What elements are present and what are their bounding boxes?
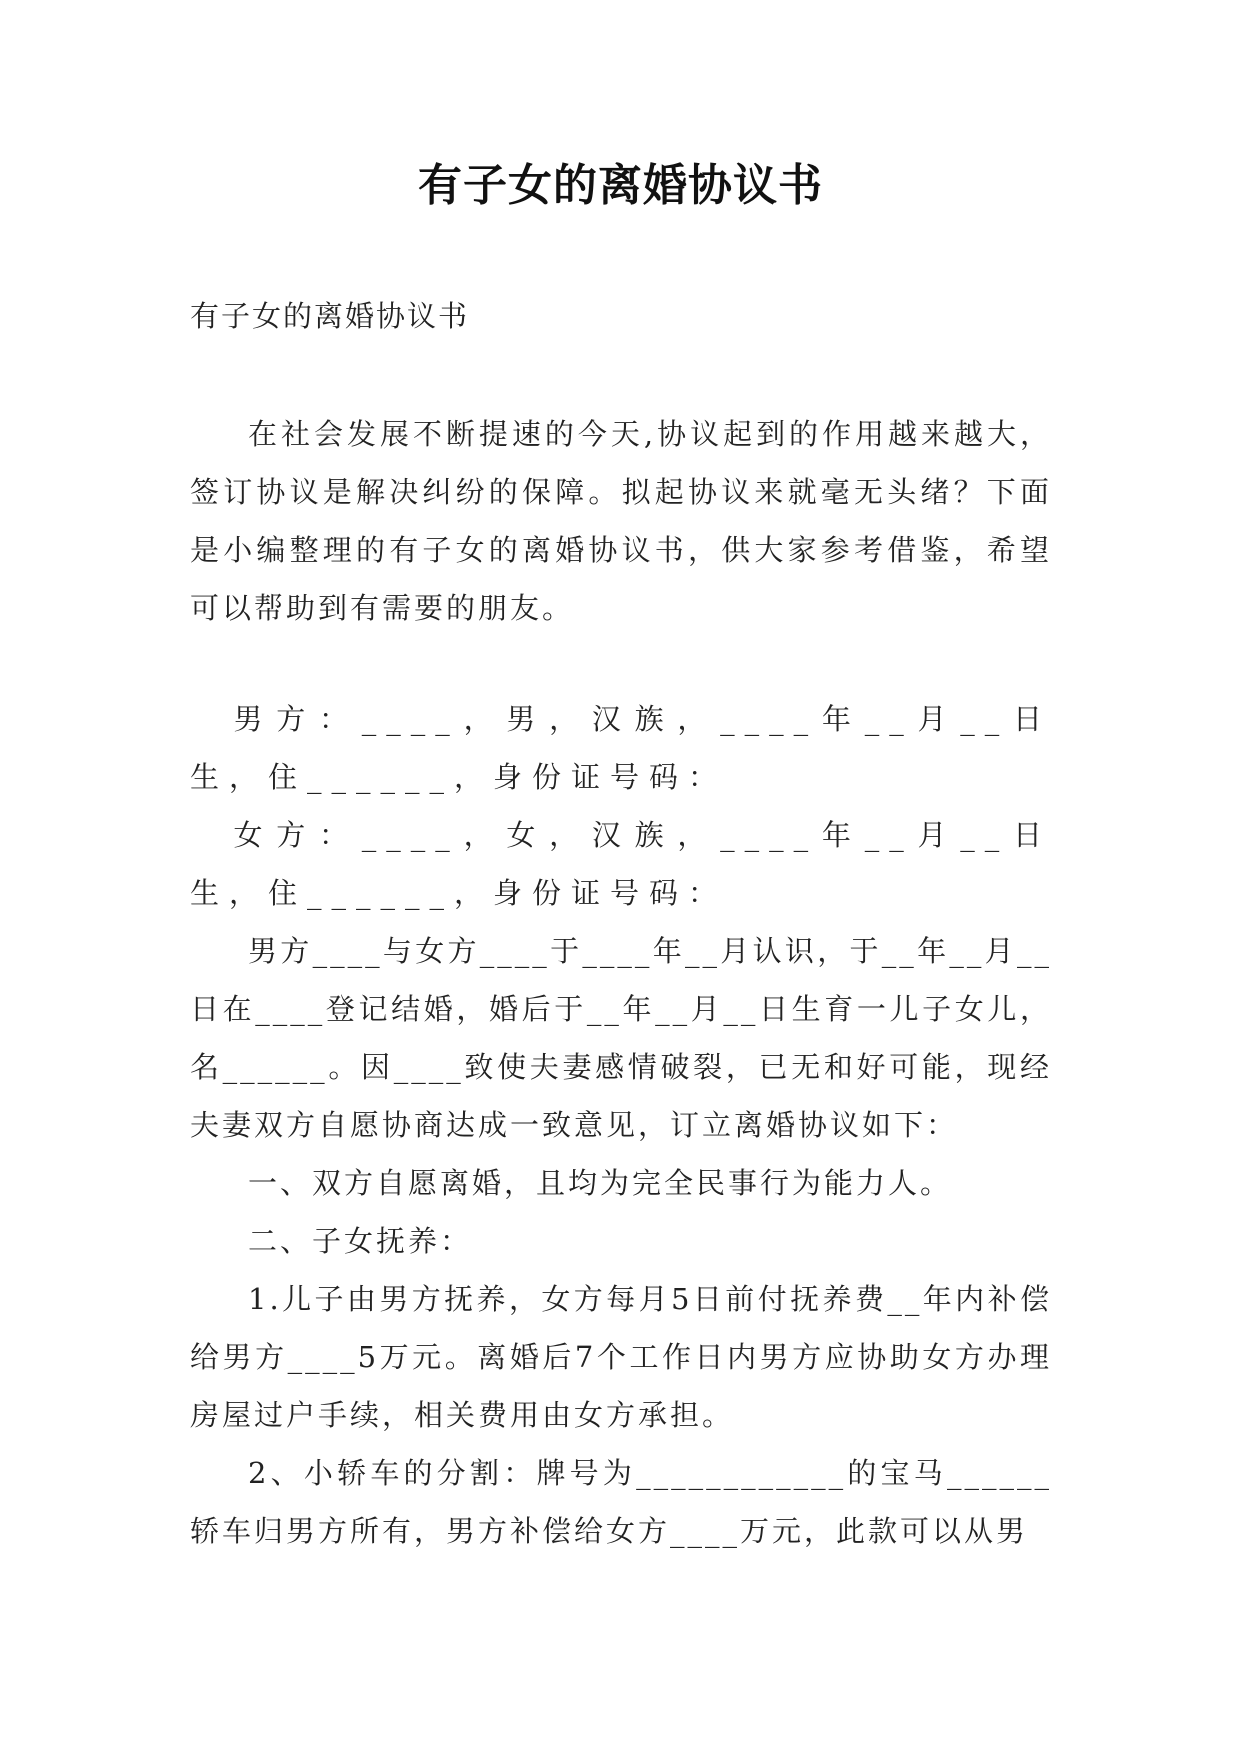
- clause-2-2-paragraph: 2、小轿车的分割：牌号为____________的宝马______轿车归男方所有，男方补偿给女方____万元，此款可以从男: [190, 1456, 1052, 1548]
- clause-2-1-paragraph: 1.儿子由男方抚养，女方每月5日前付抚养费__年内补偿给男方____5万元。离婚后7个工作日内男方应协助女方办理房屋过户手续，相关费用由女方承担。: [190, 1282, 1052, 1432]
- document-subtitle: 有子女的离婚协议书: [190, 299, 470, 333]
- clause-2-heading: 二、子女抚养：: [248, 1224, 473, 1258]
- intro-paragraph: 在社会发展不断提速的今天,协议起到的作用越来越大，签订协议是解决纠纷的保障。拟起协议来就毫无头绪？下面是小编整理的有子女的离婚协议书，供大家参考借鉴，希望可以帮助到有需要的朋友。: [190, 417, 1052, 625]
- male-party-paragraph: 男方：____，男，汉族，____年__月__日生，住______，身份证号码：: [190, 702, 1052, 794]
- articles-section: [190, 922, 1052, 1560]
- intro-section: [190, 405, 1052, 637]
- document-title: 有子女的离婚协议书: [418, 160, 823, 211]
- background-paragraph: 男方____与女方____于____年__月认识，于__年__月__日在____登记结婚，婚后于__年__月__日生育一儿子女儿，名______。因____致使夫妻感情破裂，已无和好可能，现经夫妻双方自愿协商达成一致意见，订立离婚协议如下：: [190, 934, 1052, 1142]
- parties-section: [190, 690, 1052, 922]
- clause-1-paragraph: 一、双方自愿离婚，且均为完全民事行为能力人。: [248, 1166, 953, 1200]
- female-party-paragraph: 女方：____，女，汉族，____年__月__日生，住______，身份证号码：: [190, 818, 1052, 910]
